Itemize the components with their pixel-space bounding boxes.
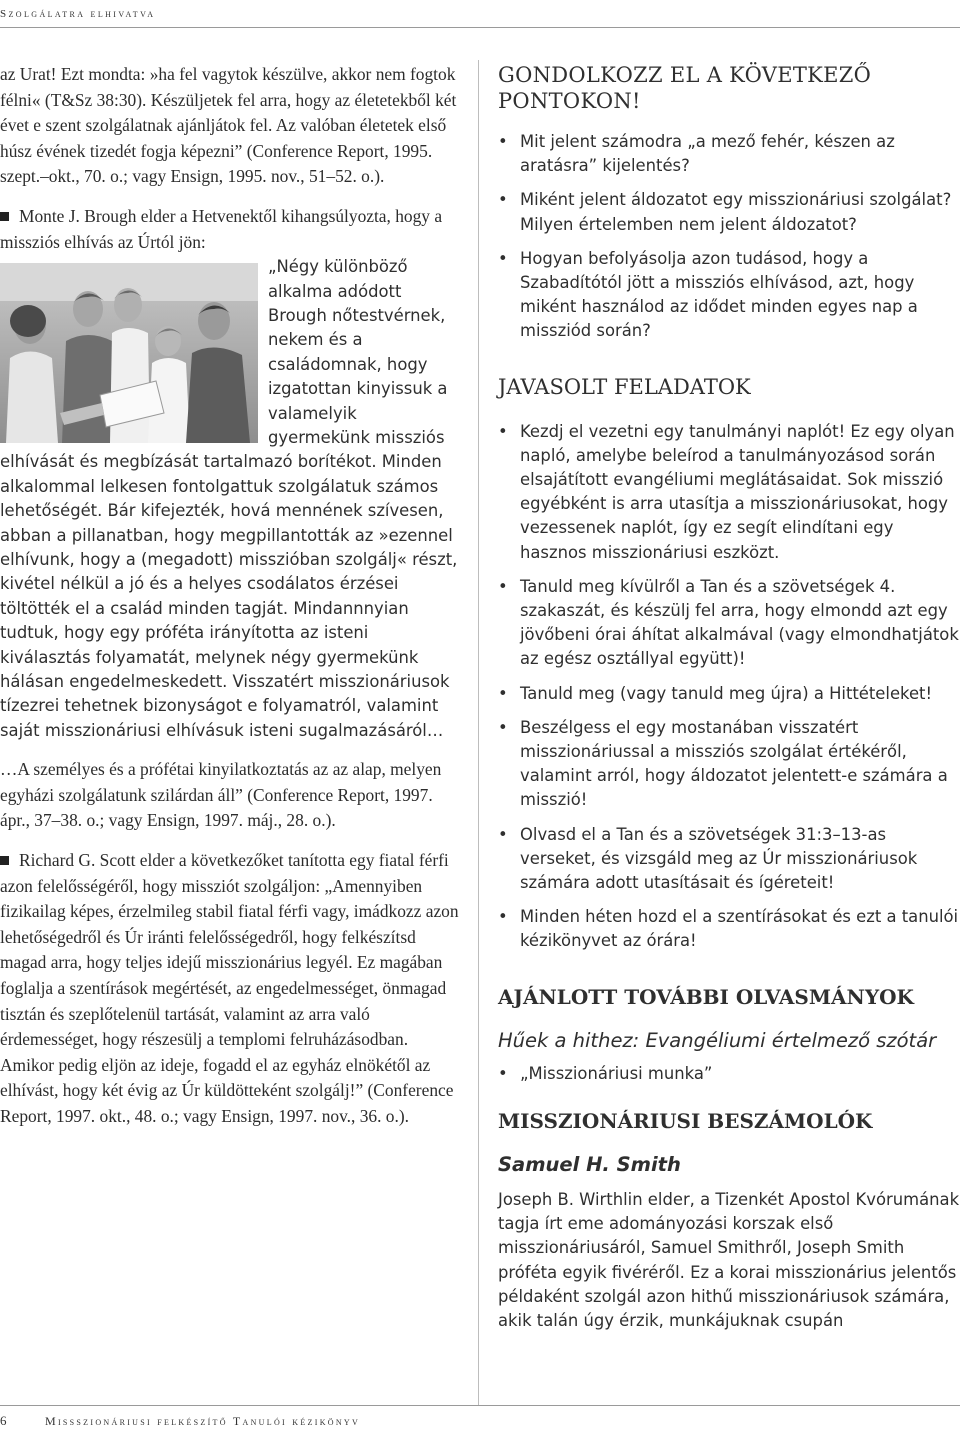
quote-block — [0, 255, 462, 743]
paragraph-brough: Monte J. Brough elder a Hetvenektől kihangsúlyozta, hogy a missziós elhívás az Úrtól jön: — [0, 205, 443, 252]
column-divider — [478, 60, 479, 1405]
list-item: • Hogyan befolyásolja azon tudásod, hogy a Szabadítótól jött a missziós elhívásod, azt, hogy miként használod az idődet minden egyes nap a missziód során? — [498, 247, 960, 344]
reading-list — [498, 1062, 960, 1086]
paragraph-revelation: …A személyes és a prófétai kinyilatkoztatás az az alap, melyen egyházi szolgálatunk szilárdan áll” (Conference Report, 1997. ápr., 37–38. o.; vagy Ensign, 1997. máj., 28. o.). — [0, 759, 442, 831]
footer-rule — [0, 1405, 960, 1406]
heading-think: GONDOLKOZZ EL A KÖVETKEZŐ PONTOKON! — [498, 63, 872, 113]
report-author: Samuel H. Smith — [498, 1152, 681, 1176]
list-item: • Kezdj el vezetni egy tanulmányi naplót! Ez egy olyan napló, amelybe beleírod a tanulmányozásod során elsajátított evangéliumi meglátásaidat. Sok misszió egyébként is arra utasítja a misszionáriusokat, hogy vezessenek naplót, így ez segít elindítani egy hasznos misszionáriusi eszközt. — [498, 420, 960, 565]
family-photo — [0, 263, 258, 443]
square-bullet-icon — [0, 856, 9, 865]
list-item: • Tanuld meg (vagy tanuld meg újra) a Hittételeket! — [498, 682, 960, 706]
square-bullet-icon — [0, 212, 9, 221]
paragraph-intro: az Urat! Ezt mondta: »ha fel vagytok készülve, akkor nem fogtok félni« (T&Sz 38:30). Készüljetek fel arra, hogy az életetekből két évet e szent szolgálatnak ajánljátok fel. Az valóban életetek első húsz évének tizedét fogja képezni” (Conference Report, 1995. szept.–okt., 70. o.; vagy Ensign, 1995. nov., 51–52. o.). — [0, 64, 457, 187]
list-item: • Mit jelent számodra „a mező fehér, készen az aratásra” kijelentés? — [498, 130, 960, 178]
think-list — [498, 130, 960, 344]
quote-text: „Négy különböző alkalma adódott Brough nőtestvérnek, nekem és a családomnak, hogy izgatottan kinyissuk a valamelyik gyermekünk missziós elhívását és megbízását tartalmazó borítékot. Minden alkalommal lelkesen fontolgattuk szolgálatuk számos lehetőségét. Bár kifejezték, hová mennének szívesen, abban a pillanatban, hogy megpillantották az »ezennel elhívunk, hogy a (megadott) misszióban szolgálj« részt, kivétel nélkül a jó és a helyes csodálatos érzései töltötték el a család minden tagját. Mindannnyian tudtuk, hogy egy próféta irányította az isteni kiválasztás folyamatát, melynek négy gyermekünk hálásan engedelmeskedett. Visszatért misszionáriusok tízezrei tehetnek bizonyságot e folyamatról, valamint saját misszionáriusi elhívásuk isteni sugalmazásáról… — [0, 257, 458, 740]
list-item: • Miként jelent áldozatot egy misszionáriusi szolgálat? Milyen értelemben nem jelent áldozatot? — [498, 188, 960, 236]
paragraph-scott: Richard G. Scott elder a következőket tanította egy fiatal férfi azon felelősségéről, hogy missziót szolgáljon: „Amennyiben fizikailag képes, érzelmileg stabil fiatal férfi vagy, imádkozz azon lehetőségedről és Úr iránti felelősségedről, hogy felkészítsd magad arra, hogy teljes idejű misszionárius legyél. Ez magában foglalja a szentírások megértését, az engedelmességet, önmagad tisztán és szeplőtelenül tartását, valamint az arra való érdemességet, hogy részesülj a templomi felruházásodban. Amikor pedig eljön az ideje, fogadd el az egyház elnökétől az elhívást, hogy két évig az Úr küldötteként szolgálj!” (Conference Report, 1997. okt., 48. o.; vagy Ensign, 1997. nov., 36. o.). — [0, 850, 459, 1126]
header-rule — [0, 27, 960, 28]
report-text: Joseph B. Wirthlin elder, a Tizenkét Apostol Kvórumának tagja írt eme adományozási korszak első misszionáriusáról, Samuel Smithről, Joseph Smith próféta egyik fivéréről. Ez a korai misszionárius jelentős példaként szolgál azon hithű misszionáriusok számára, akik talán úgy érzik, munkájuknak csupán — [498, 1189, 960, 1330]
heading-reports: MISSZIONÁRIUSI BESZÁMOLÓK — [498, 1108, 873, 1133]
heading-reading: AJÁNLOTT TOVÁBBI OLVASMÁNYOK — [498, 984, 914, 1009]
list-item: • Olvasd el a Tan és a szövetségek 31:3–13-as verseket, és vizsgáld meg az Úr misszionáriusok számára adott utasításait és ígéreteit! — [498, 823, 960, 896]
list-item: • „Misszionáriusi munka” — [498, 1062, 960, 1086]
heading-tasks: JAVASOLT FELADATOK — [498, 374, 751, 399]
running-header: Szolgálatra elhivatva — [0, 8, 156, 20]
list-item: • Beszélgess el egy mostanában visszatért misszionáriussal a missziós szolgálat értékéről, valamint arról, hogy áldozatot jelentett-e számára a misszió! — [498, 716, 960, 813]
family-photo-illustration — [0, 263, 258, 443]
right-column — [498, 62, 960, 1333]
page-number: 6 — [0, 1413, 7, 1428]
left-column — [0, 62, 462, 1130]
list-item: • Tanuld meg kívülről a Tan és a szövetségek 4. szakaszát, és készülj fel arra, hogy elmondd azt egy jövőbeni órai áhítat alkalmával (vagy elmondhatjátok az egész osztállyal együtt)! — [498, 575, 960, 672]
reading-subtitle: Hűek a hithez: Evangéliumi értelmező szótár — [498, 1028, 937, 1052]
footer — [0, 1413, 360, 1429]
book-title: Missszionáriusi felkészítő Tanulói kézikönyv — [45, 1414, 361, 1428]
tasks-list — [498, 420, 960, 954]
list-item: • Minden héten hozd el a szentírásokat és ezt a tanulói kézikönyvet az órára! — [498, 905, 960, 953]
